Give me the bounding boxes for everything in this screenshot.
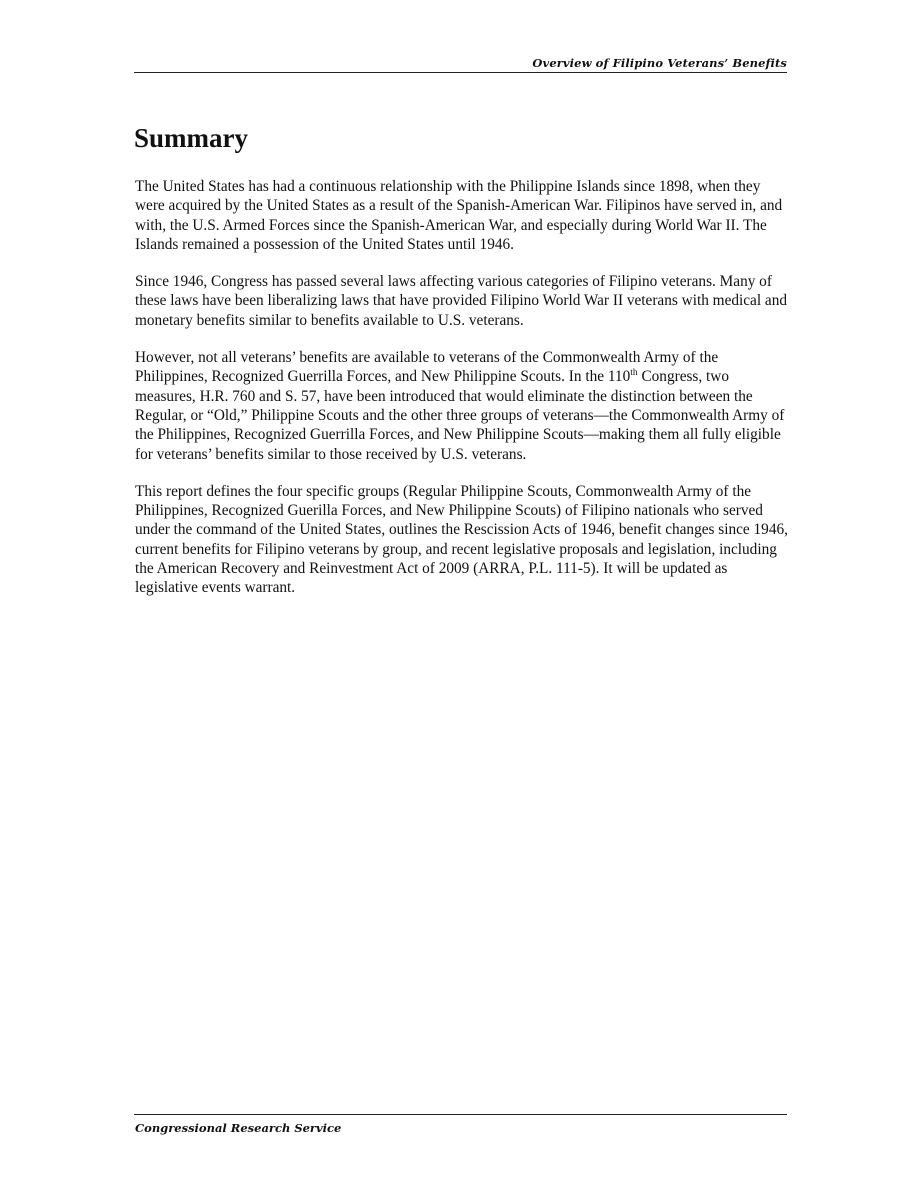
paragraph-history: The United States has had a continuous relationship with the Philippine Islands since 1898, when they were acquired by the United States as a result of the Spanish-American War. Filipinos have served in, and with, the U.S. Armed Forces since the Spanish-American War, and especially during World War II. The Islands remained a possession of the United States until 1946. <box>135 178 783 253</box>
ordinal-superscript: th <box>630 368 638 379</box>
paragraph-report-scope: This report defines the four specific groups (Regular Philippine Scouts, Commonwealth Army of the Philippines, Recognized Guerilla Forces, and New Philippine Scouts) of Filipino nationals who served under the command of the United States, outlines the Rescission Acts of 1946, benefit changes since 1946, current benefits for Filipino veterans by group, and recent legislative proposals and legislation, including the American Recovery and Reinvestment Act of 2009 (ARRA, P.L. 111-5). It will be updated as legislative events warrant. <box>135 482 788 597</box>
summary-body <box>135 177 790 616</box>
footer-organization: Congressional Research Service <box>135 1121 342 1135</box>
page-title: Summary <box>134 123 248 153</box>
footer-rule <box>134 1114 787 1115</box>
paragraph-eligibility <box>135 348 790 464</box>
paragraph-eligibility-part1: However, not all veterans’ benefits are available to veterans of the Commonwealth Army of the Philippines, Recognized Guerrilla Forces, and New Philippine Scouts. In the 110 <box>135 349 719 386</box>
paragraph-laws: Since 1946, Congress has passed several laws affecting various categories of Filipino veterans. Many of these laws have been liberalizing laws that have provided Filipino World War II veterans with medical and monetary benefits similar to benefits available to U.S. veterans. <box>135 273 787 329</box>
running-header: Overview of Filipino Veterans’ Benefits <box>532 56 787 70</box>
header-rule <box>134 72 787 73</box>
paragraph-eligibility-part2: Congress, two measures, H.R. 760 and S. 57, have been introduced that would eliminate the distinction between the Regular, or “Old,” Philippine Scouts and the other three groups of veterans—the Commonwealth Army of the Philippines, Recognized Guerrilla Forces, and New Philippine Scouts—making them all fully eligible for veterans’ benefits similar to those received by U.S. veterans. <box>135 368 785 463</box>
